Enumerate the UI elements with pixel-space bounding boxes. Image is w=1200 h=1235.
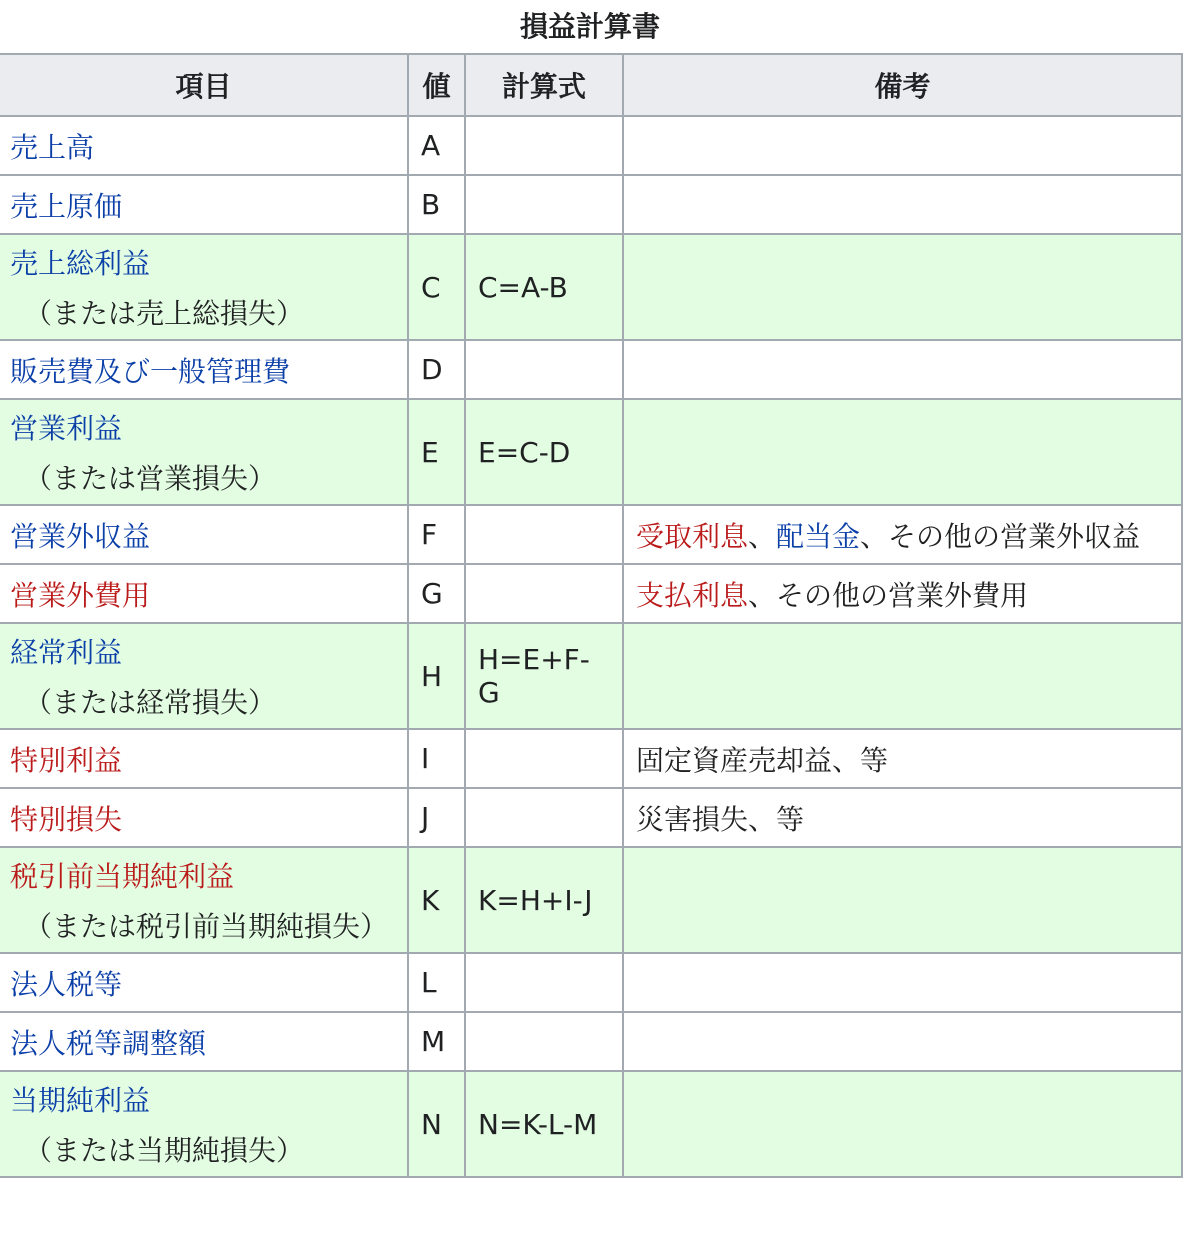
formula-cell: N=K-L-M <box>465 1071 623 1177</box>
note-cell <box>623 505 1182 564</box>
item-cell <box>0 505 408 564</box>
table-row <box>0 847 1182 953</box>
item-cell <box>0 175 408 234</box>
item-link[interactable]: 営業外収益 <box>10 519 151 553</box>
table-row <box>0 788 1182 847</box>
income-statement-table <box>0 53 1183 1178</box>
item-link[interactable]: 売上総利益 <box>10 247 151 280</box>
table-row <box>0 234 1182 340</box>
header-row <box>0 54 1182 116</box>
item-link[interactable]: 特別損失 <box>10 802 123 836</box>
formula-cell <box>465 340 623 399</box>
value-cell: H <box>408 623 465 729</box>
item-link[interactable]: 営業外費用 <box>10 578 151 612</box>
table-body <box>0 116 1182 1177</box>
item-link[interactable]: 法人税等調整額 <box>10 1026 207 1060</box>
formula-cell: C=A-B <box>465 234 623 340</box>
table-row <box>0 1071 1182 1177</box>
formula-cell <box>465 116 623 175</box>
item-link[interactable]: 売上原価 <box>10 189 123 223</box>
item-cell <box>0 788 408 847</box>
item-cell <box>0 953 408 1012</box>
item-link[interactable]: 法人税等 <box>10 967 123 1001</box>
table-row <box>0 116 1182 175</box>
note-cell <box>623 1071 1182 1177</box>
note-cell <box>623 234 1182 340</box>
table-row <box>0 1012 1182 1071</box>
note-text: 、 <box>748 519 777 553</box>
value-cell: G <box>408 564 465 623</box>
item-cell <box>0 116 408 175</box>
column-header-item: 項目 <box>0 54 408 116</box>
formula-cell <box>465 505 623 564</box>
formula-cell <box>465 953 623 1012</box>
item-link[interactable]: 売上高 <box>10 130 95 164</box>
note-cell <box>623 788 1182 847</box>
value-cell: F <box>408 505 465 564</box>
item-link[interactable]: 特別利益 <box>10 743 123 777</box>
table-row <box>0 953 1182 1012</box>
item-sub-label: （または当期純損失） <box>24 1134 305 1167</box>
note-text: 、その他の営業外収益 <box>860 519 1141 553</box>
value-cell: C <box>408 234 465 340</box>
value-cell: L <box>408 953 465 1012</box>
value-cell: N <box>408 1071 465 1177</box>
formula-cell <box>465 175 623 234</box>
note-cell <box>623 1012 1182 1071</box>
value-cell: E <box>408 399 465 505</box>
item-link[interactable]: 営業利益 <box>10 412 123 445</box>
value-cell: I <box>408 729 465 788</box>
item-link[interactable]: 税引前当期純利益 <box>10 860 235 893</box>
item-link[interactable]: 当期純利益 <box>10 1084 151 1117</box>
formula-cell <box>465 1012 623 1071</box>
formula-cell: H=E+F-G <box>465 623 623 729</box>
item-cell <box>0 340 408 399</box>
item-cell <box>0 564 408 623</box>
note-link[interactable]: 配当金 <box>776 519 861 553</box>
value-cell: A <box>408 116 465 175</box>
table-row <box>0 175 1182 234</box>
formula-cell <box>465 729 623 788</box>
note-cell <box>623 847 1182 953</box>
item-link[interactable]: 販売費及び一般管理費 <box>10 354 291 388</box>
item-cell <box>0 234 408 340</box>
note-cell <box>623 623 1182 729</box>
item-cell <box>0 729 408 788</box>
column-header-value: 値 <box>408 54 465 116</box>
item-cell <box>0 623 408 729</box>
formula-cell: E=C-D <box>465 399 623 505</box>
value-cell: J <box>408 788 465 847</box>
value-cell: K <box>408 847 465 953</box>
note-link[interactable]: 受取利息 <box>636 519 749 553</box>
note-cell <box>623 564 1182 623</box>
table-row <box>0 623 1182 729</box>
table-row <box>0 340 1182 399</box>
item-sub-label: （または営業損失） <box>24 462 277 495</box>
table-row <box>0 729 1182 788</box>
value-cell: D <box>408 340 465 399</box>
note-cell <box>623 340 1182 399</box>
table-row <box>0 564 1182 623</box>
note-cell <box>623 953 1182 1012</box>
note-cell <box>623 116 1182 175</box>
item-cell <box>0 1071 408 1177</box>
column-header-note: 備考 <box>623 54 1182 116</box>
note-link[interactable]: 支払利息 <box>636 578 749 612</box>
note-cell <box>623 175 1182 234</box>
formula-cell: K=H+I-J <box>465 847 623 953</box>
note-text: 、その他の営業外費用 <box>748 578 1029 612</box>
table-caption: 損益計算書 <box>519 10 660 43</box>
item-cell <box>0 847 408 953</box>
table-row <box>0 505 1182 564</box>
item-cell <box>0 399 408 505</box>
note-cell <box>623 729 1182 788</box>
formula-cell <box>465 788 623 847</box>
value-cell: B <box>408 175 465 234</box>
formula-cell <box>465 564 623 623</box>
note-text: 固定資産売却益、等 <box>636 743 889 777</box>
value-cell: M <box>408 1012 465 1071</box>
note-text: 災害損失、等 <box>636 802 805 836</box>
table-row <box>0 399 1182 505</box>
column-header-formula: 計算式 <box>465 54 623 116</box>
item-sub-label: （または経常損失） <box>24 686 277 719</box>
item-cell <box>0 1012 408 1071</box>
item-sub-label: （または税引前当期純損失） <box>24 910 389 943</box>
item-link[interactable]: 経常利益 <box>10 636 123 669</box>
note-cell <box>623 399 1182 505</box>
item-sub-label: （または売上総損失） <box>24 297 305 330</box>
